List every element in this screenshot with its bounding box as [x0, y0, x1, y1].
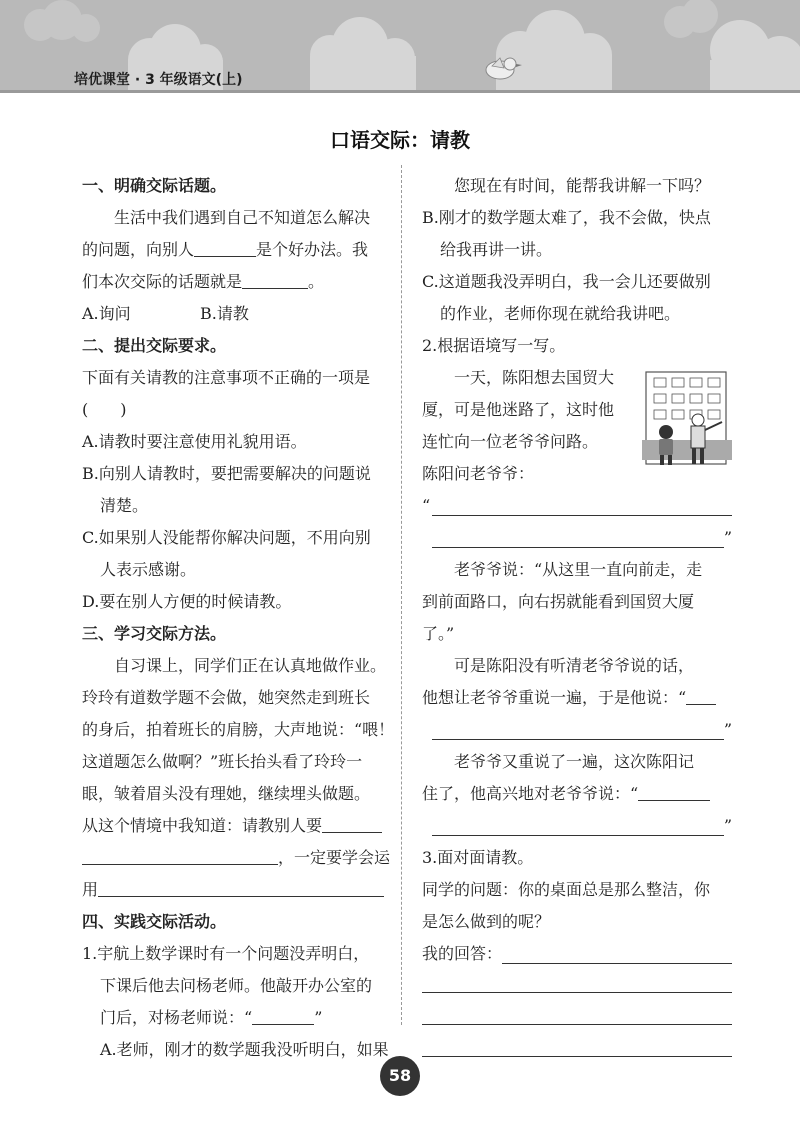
- s3-line-8: [82, 874, 392, 906]
- r-context-line-3: 连忙向一位老爷爷问路。: [422, 432, 599, 451]
- s3-blank-1[interactable]: [322, 815, 382, 833]
- s2-option-c-1: C.如果别人没能帮你解决问题，不用向别: [82, 528, 371, 547]
- r-grandpa-line-2: 到前面路口，向右拐就能看到国贸大厦: [422, 592, 695, 611]
- s1-line-3b: 。: [308, 272, 325, 291]
- r-para3-line-2-text: 他想让老爷爷重说一遍，于是他说：“: [422, 688, 687, 707]
- s1-options: [82, 298, 392, 330]
- r-q2-context: [422, 362, 732, 490]
- r-context-line-1: 一天，陈阳想去国贸大: [454, 368, 615, 387]
- column-divider: [401, 165, 402, 1025]
- s1-line-2b: 是个好办法。我: [256, 240, 369, 259]
- s2-option-b-2: 清楚。: [100, 496, 149, 515]
- r-blank-1[interactable]: [432, 498, 732, 516]
- s2-question-1: 下面有关请教的注意事项不正确的一项是: [82, 368, 371, 387]
- r-answer-line-1: [422, 490, 732, 522]
- s3-line-4: 这道题怎么做啊？”班长抬头看了玲玲一: [82, 752, 363, 771]
- r-q3-rule-4: [422, 1056, 732, 1057]
- r-para3-line-1: 可是陈阳没有听清老爷爷说的话，: [454, 656, 695, 675]
- r-answer-line-3: [422, 714, 732, 746]
- s2-option-a: A.请教时要注意使用礼貌用语。: [82, 432, 307, 451]
- r-q3-line-blank-2[interactable]: [422, 970, 732, 1002]
- r-para4-line-2-text: 住了，他高兴地对老爷爷说：“: [422, 784, 639, 803]
- r-para3-line-2: [422, 682, 732, 714]
- s1-blank-2[interactable]: [242, 271, 308, 289]
- r-grandpa-line-1: 老爷爷说：“从这里一直向前走，走: [454, 560, 703, 579]
- r-para4-line-1: 老爷爷又重说了一遍，这次陈阳记: [454, 752, 695, 771]
- s2-option-b-1: B.向别人请教时，要把需要解决的问题说: [82, 464, 371, 483]
- r-context-line-4: 陈阳问老爷爷：: [422, 464, 535, 483]
- r-q3-rule-2: [422, 992, 732, 993]
- r-q3-line-blank-4[interactable]: [422, 1034, 732, 1066]
- right-column: [422, 170, 732, 1066]
- r-q3-rule-3: [422, 1024, 732, 1025]
- s1-option-b[interactable]: B.请教: [200, 304, 249, 323]
- header-title: 培优课堂 · 3 年级语文(上): [74, 72, 243, 88]
- r-q3-blank-1[interactable]: [502, 946, 732, 964]
- s4-q1-line-3b: ”: [314, 1008, 323, 1027]
- r-q3-line-2: 是怎么做到的呢？: [422, 912, 551, 931]
- r-para4-line-2: [422, 778, 732, 810]
- header-rule: [0, 90, 800, 93]
- r-option-b-2: 给我再讲一讲。: [440, 240, 553, 259]
- s3-line-3: 的身后，拍着班长的肩膀，大声地说：“喂！: [82, 720, 395, 739]
- s3-line-6: [82, 810, 392, 842]
- s3-line-2: 玲玲有道数学题不会做，她突然走到班长: [82, 688, 371, 707]
- r-q3-answer-row: [422, 938, 732, 970]
- r-q3-answer-label: 我的回答：: [422, 944, 503, 963]
- r-q3-line-blank-3[interactable]: [422, 1002, 732, 1034]
- s3-line-5: 眼，皱着眉头没有理她，继续埋头做题。: [82, 784, 371, 803]
- r-close-quote-3: ”: [723, 816, 732, 835]
- header-banner: [0, 0, 800, 93]
- s3-blank-2[interactable]: [82, 847, 278, 865]
- s1-line-3a: 们本次交际的话题就是: [82, 272, 243, 291]
- r-option-b-1: B.刚才的数学题太难了，我不会做，快点: [422, 208, 711, 227]
- r-blank-3[interactable]: [686, 687, 716, 705]
- s3-line-8-text: 用: [82, 880, 99, 899]
- r-blank-4[interactable]: [432, 722, 724, 740]
- r-context-line-2: 厦，可是他迷路了，这时他: [422, 400, 615, 419]
- s3-line-1: 自习课上，同学们正在认真地做作业。: [114, 656, 387, 675]
- r-q3-line-1: 同学的问题：你的桌面总是那么整洁，你: [422, 880, 711, 899]
- s4-option-a-1: A.老师，刚才的数学题我没听明白，如果: [100, 1040, 389, 1059]
- r-grandpa-line-3: 了。”: [422, 624, 455, 643]
- r-option-c-2: 的作业，老师你现在就给我讲吧。: [440, 304, 681, 323]
- s1-line-3: [82, 266, 392, 298]
- s3-line-7: [82, 842, 392, 874]
- section-1-heading: 一、明确交际话题。: [82, 176, 227, 195]
- r-answer-line-2: [422, 522, 732, 554]
- page-number: 58: [380, 1056, 420, 1096]
- s4-q1-line-3a: 门后，对杨老师说：“: [100, 1008, 253, 1027]
- s1-line-2a: 的问题，向别人: [82, 240, 195, 259]
- s3-line-6-text: 从这个情境中我知道：请教别人要: [82, 816, 323, 835]
- s2-answer-paren[interactable]: ( ): [82, 400, 127, 419]
- s2-option-c-2: 人表示感谢。: [100, 560, 197, 579]
- left-column: [82, 170, 395, 1066]
- s1-blank-1[interactable]: [194, 239, 256, 257]
- r-q3-heading: 3.面对面请教。: [422, 848, 534, 867]
- s3-line-7-text: ，一定要学会运: [278, 848, 391, 867]
- s4-q1-line-2: 下课后他去问杨老师。他敲开办公室的: [100, 976, 373, 995]
- r-q2-heading: 2.根据语境写一写。: [422, 336, 566, 355]
- r-blank-5[interactable]: [638, 783, 710, 801]
- page-title: 口语交际：请教: [330, 128, 470, 152]
- s3-blank-3[interactable]: [98, 879, 384, 897]
- s4-q1-line-1: 1.宇航上数学课时有一个问题没弄明白，: [82, 944, 370, 963]
- section-4-heading: 四、实践交际活动。: [82, 912, 227, 931]
- r-open-quote-1: “: [422, 496, 431, 515]
- r-answer-line-4: [422, 810, 732, 842]
- section-2-heading: 二、提出交际要求。: [82, 336, 227, 355]
- s1-line-2: [82, 234, 392, 266]
- r-blank-6[interactable]: [432, 818, 724, 836]
- r-blank-2[interactable]: [432, 530, 724, 548]
- s1-option-a[interactable]: A.询问: [82, 304, 131, 323]
- illustration: [642, 370, 732, 470]
- s4-q1-line-3: [82, 1002, 392, 1034]
- s2-option-d: D.要在别人方便的时候请教。: [82, 592, 292, 611]
- section-3-heading: 三、学习交际方法。: [82, 624, 227, 643]
- r-option-c-1: C.这道题我没弄明白，我一会儿还要做别: [422, 272, 711, 291]
- r-close-quote-2: ”: [723, 720, 732, 739]
- r-close-quote-1: ”: [723, 528, 732, 547]
- s4-q1-blank[interactable]: [252, 1007, 314, 1025]
- r-option-a-2: 您现在有时间，能帮我讲解一下吗？: [454, 176, 711, 195]
- s1-line-1: 生活中我们遇到自己不知道怎么解决: [114, 208, 371, 227]
